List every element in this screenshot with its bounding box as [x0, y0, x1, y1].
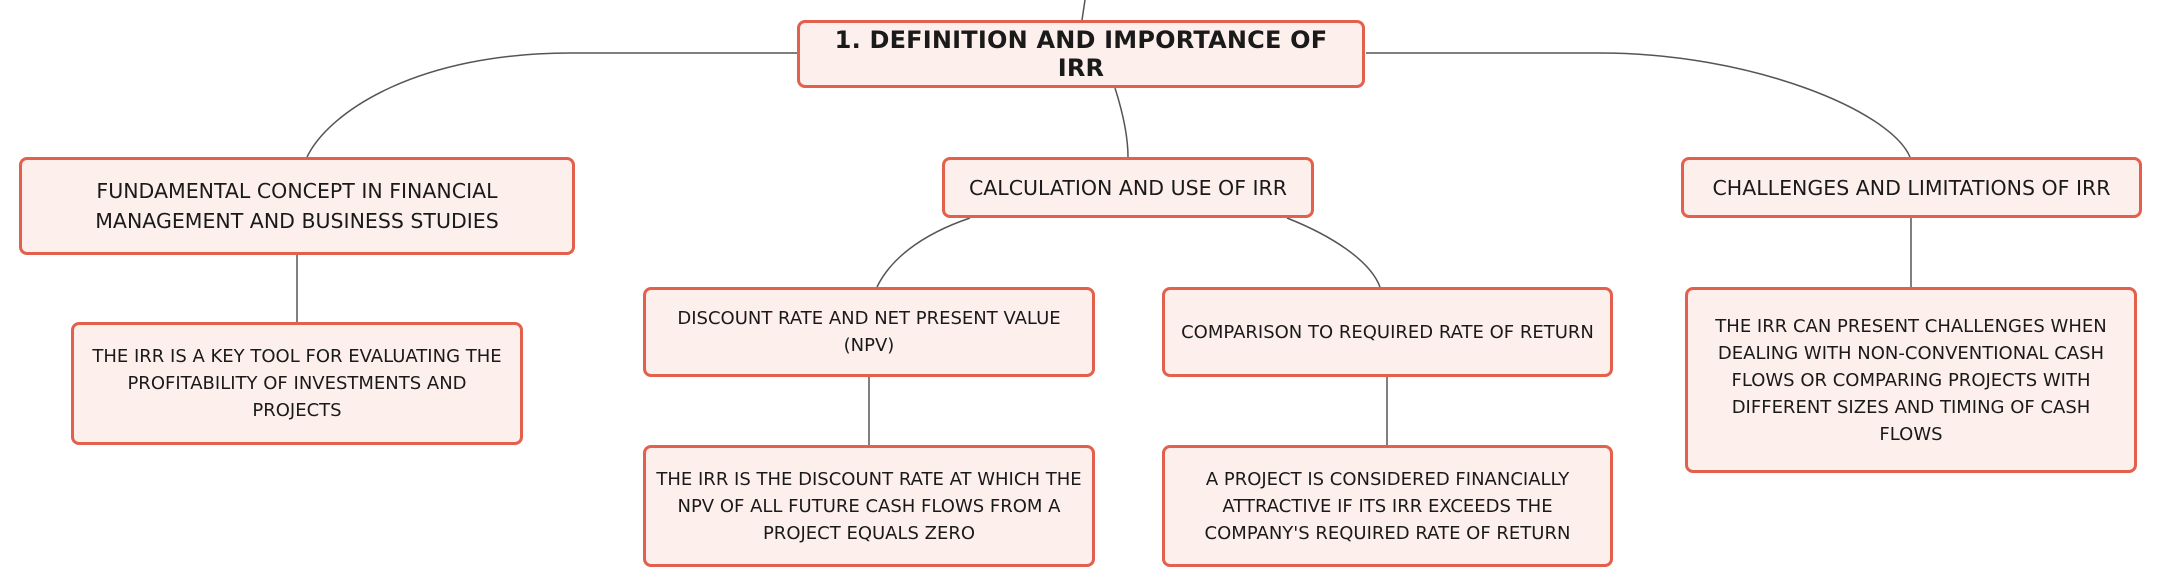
concept-node[interactable] — [19, 157, 575, 255]
challenges-node-label: CHALLENGES AND LIMITATIONS OF IRR — [1712, 175, 2111, 200]
challenges-detail-node[interactable] — [1685, 287, 2137, 473]
discount-detail-node[interactable] — [643, 445, 1095, 567]
root-node-label: 1. DEFINITION AND IMPORTANCE OF IRR — [834, 26, 1328, 82]
connector-calculation-to-discount — [877, 218, 970, 287]
connector-root-to-calculation — [1115, 88, 1128, 157]
connector-parent-to-root — [1082, 0, 1085, 20]
concept-detail-node[interactable] — [71, 322, 523, 445]
concept-node-label: FUNDAMENTAL CONCEPT IN FINANCIAL MANAGEMENT AND BUSINESS STUDIES — [95, 179, 499, 233]
challenges-detail-label: THE IRR CAN PRESENT CHALLENGES WHEN DEALING WITH NON-CONVENTIONAL CASH FLOWS OR COMPARING PROJECTS WITH DIFFERENT SIZES AND TIMING OF CASH FLOWS — [1715, 315, 2107, 445]
calculation-node[interactable] — [942, 157, 1314, 218]
discount-node[interactable] — [643, 287, 1095, 377]
discount-detail-label: THE IRR IS THE DISCOUNT RATE AT WHICH THE NPV OF ALL FUTURE CASH FLOWS FROM A PROJECT EQUALS ZERO — [656, 468, 1082, 544]
comparison-node-label: COMPARISON TO REQUIRED RATE OF RETURN — [1181, 321, 1594, 343]
discount-node-label: DISCOUNT RATE AND NET PRESENT VALUE (NPV) — [677, 308, 1061, 356]
concept-detail-label: THE IRR IS A KEY TOOL FOR EVALUATING THE PROFITABILITY OF INVESTMENTS AND PROJECTS — [92, 346, 502, 421]
calculation-node-label: CALCULATION AND USE OF IRR — [968, 175, 1288, 200]
comparison-detail-node[interactable] — [1162, 445, 1613, 567]
comparison-detail-label: A PROJECT IS CONSIDERED FINANCIALLY ATTRACTIVE IF ITS IRR EXCEEDS THE COMPANY'S REQUIRED RATE OF RETURN — [1204, 468, 1571, 544]
root-node[interactable] — [797, 20, 1365, 88]
connector-root-to-challenges — [1366, 53, 1910, 157]
connector-calculation-to-comparison — [1287, 218, 1380, 287]
comparison-node[interactable] — [1162, 287, 1613, 377]
connector-root-to-concept — [307, 53, 797, 157]
challenges-node[interactable] — [1681, 157, 2142, 218]
